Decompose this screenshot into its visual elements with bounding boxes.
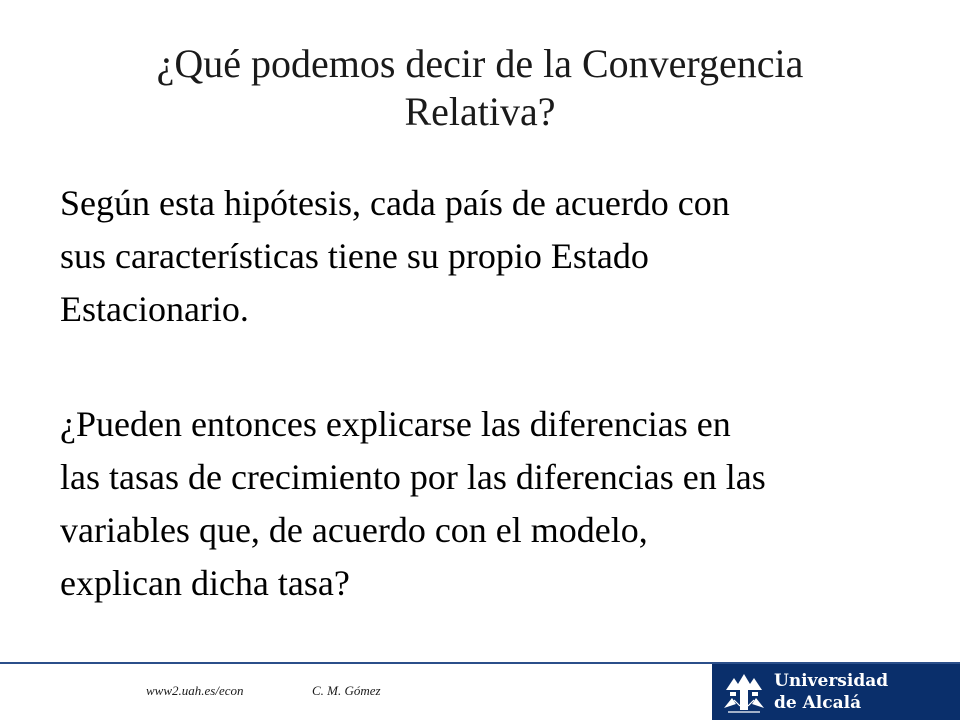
university-logo-text [774, 670, 888, 714]
paragraph-line: variables que, de acuerdo con el modelo, [60, 510, 648, 550]
university-logo [712, 664, 960, 720]
paragraph-question [60, 398, 920, 610]
logo-line: de Alcalá [774, 693, 862, 713]
paragraph-hypothesis [60, 177, 920, 336]
university-crest-icon [720, 670, 768, 714]
slide-title [60, 40, 900, 136]
paragraph-line: Según esta hipótesis, cada país de acuerdo con [60, 183, 730, 223]
footer-url: www2.uah.es/econ [146, 683, 244, 698]
logo-line: Universidad [774, 671, 889, 691]
paragraph-line: ¿Pueden entonces explicarse las diferencias en [60, 404, 731, 444]
paragraph-line: explican dicha tasa? [60, 563, 350, 603]
slide-title-line: ¿Qué podemos decir de la Convergencia [156, 41, 804, 86]
paragraph-line: Estacionario. [60, 289, 249, 329]
paragraph-line: las tasas de crecimiento por las diferencias en las [60, 457, 766, 497]
footer-author: C. M. Gómez [312, 683, 381, 698]
slide-title-line: Relativa? [404, 89, 556, 134]
paragraph-line: sus características tiene su propio Estado [60, 236, 649, 276]
